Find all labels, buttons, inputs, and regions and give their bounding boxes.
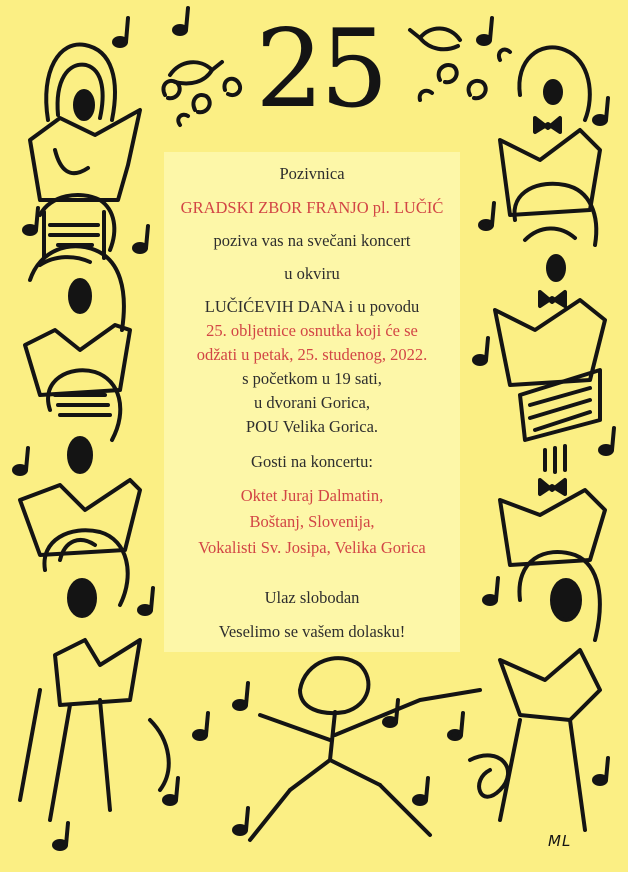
guest-line: Oktet Juraj Dalmatin, — [240, 486, 384, 505]
guests-heading: Gosti na koncertu: — [251, 452, 373, 471]
entry-note: Ulaz slobodan — [264, 588, 360, 607]
guest-line: Boštanj, Slovenija, — [249, 512, 375, 531]
invitation-panel — [164, 152, 460, 652]
artist-signature: ML — [548, 832, 572, 850]
right-singer-top-icon — [500, 47, 600, 215]
guest-line: Vokalisti Sv. Josipa, Velika Gorica — [198, 538, 426, 557]
left-singer-middle-icon — [25, 325, 130, 472]
anniversary-line: odžati u petak, 25. studenog, 2022. — [196, 345, 428, 364]
bottom-conductor-figure-icon — [150, 658, 508, 840]
anniversary-line: 25. obljetnice osnutka koji će se — [206, 321, 418, 340]
invitation-heading: Pozivnica — [279, 164, 345, 183]
invite-line: poziva vas na svečani koncert — [213, 231, 411, 250]
left-singer-glasses-icon — [30, 195, 124, 330]
right-bird-swirl-icon — [410, 28, 510, 100]
left-singer-top-icon — [30, 44, 140, 200]
closing-line: Veselimo se vašem dolasku! — [218, 622, 406, 641]
choir-name: GRADSKI ZBOR FRANJO pl. LUČIĆ — [180, 198, 444, 217]
details-line: s početkom u 19 sati, — [242, 369, 382, 388]
left-singer-lower-icon — [20, 480, 140, 820]
frame-line: u okviru — [284, 264, 340, 283]
details-line: u dvorani Gorica, — [254, 393, 370, 412]
right-singer-middle-icon — [500, 370, 605, 565]
left-bird-swirl-icon — [163, 62, 240, 125]
event-line: LUČIĆEVIH DANA i u povodu — [204, 297, 420, 316]
right-singer-lower-icon — [500, 552, 600, 830]
anniversary-number: 25 — [255, 7, 385, 132]
details-line: POU Velika Gorica. — [245, 417, 379, 436]
